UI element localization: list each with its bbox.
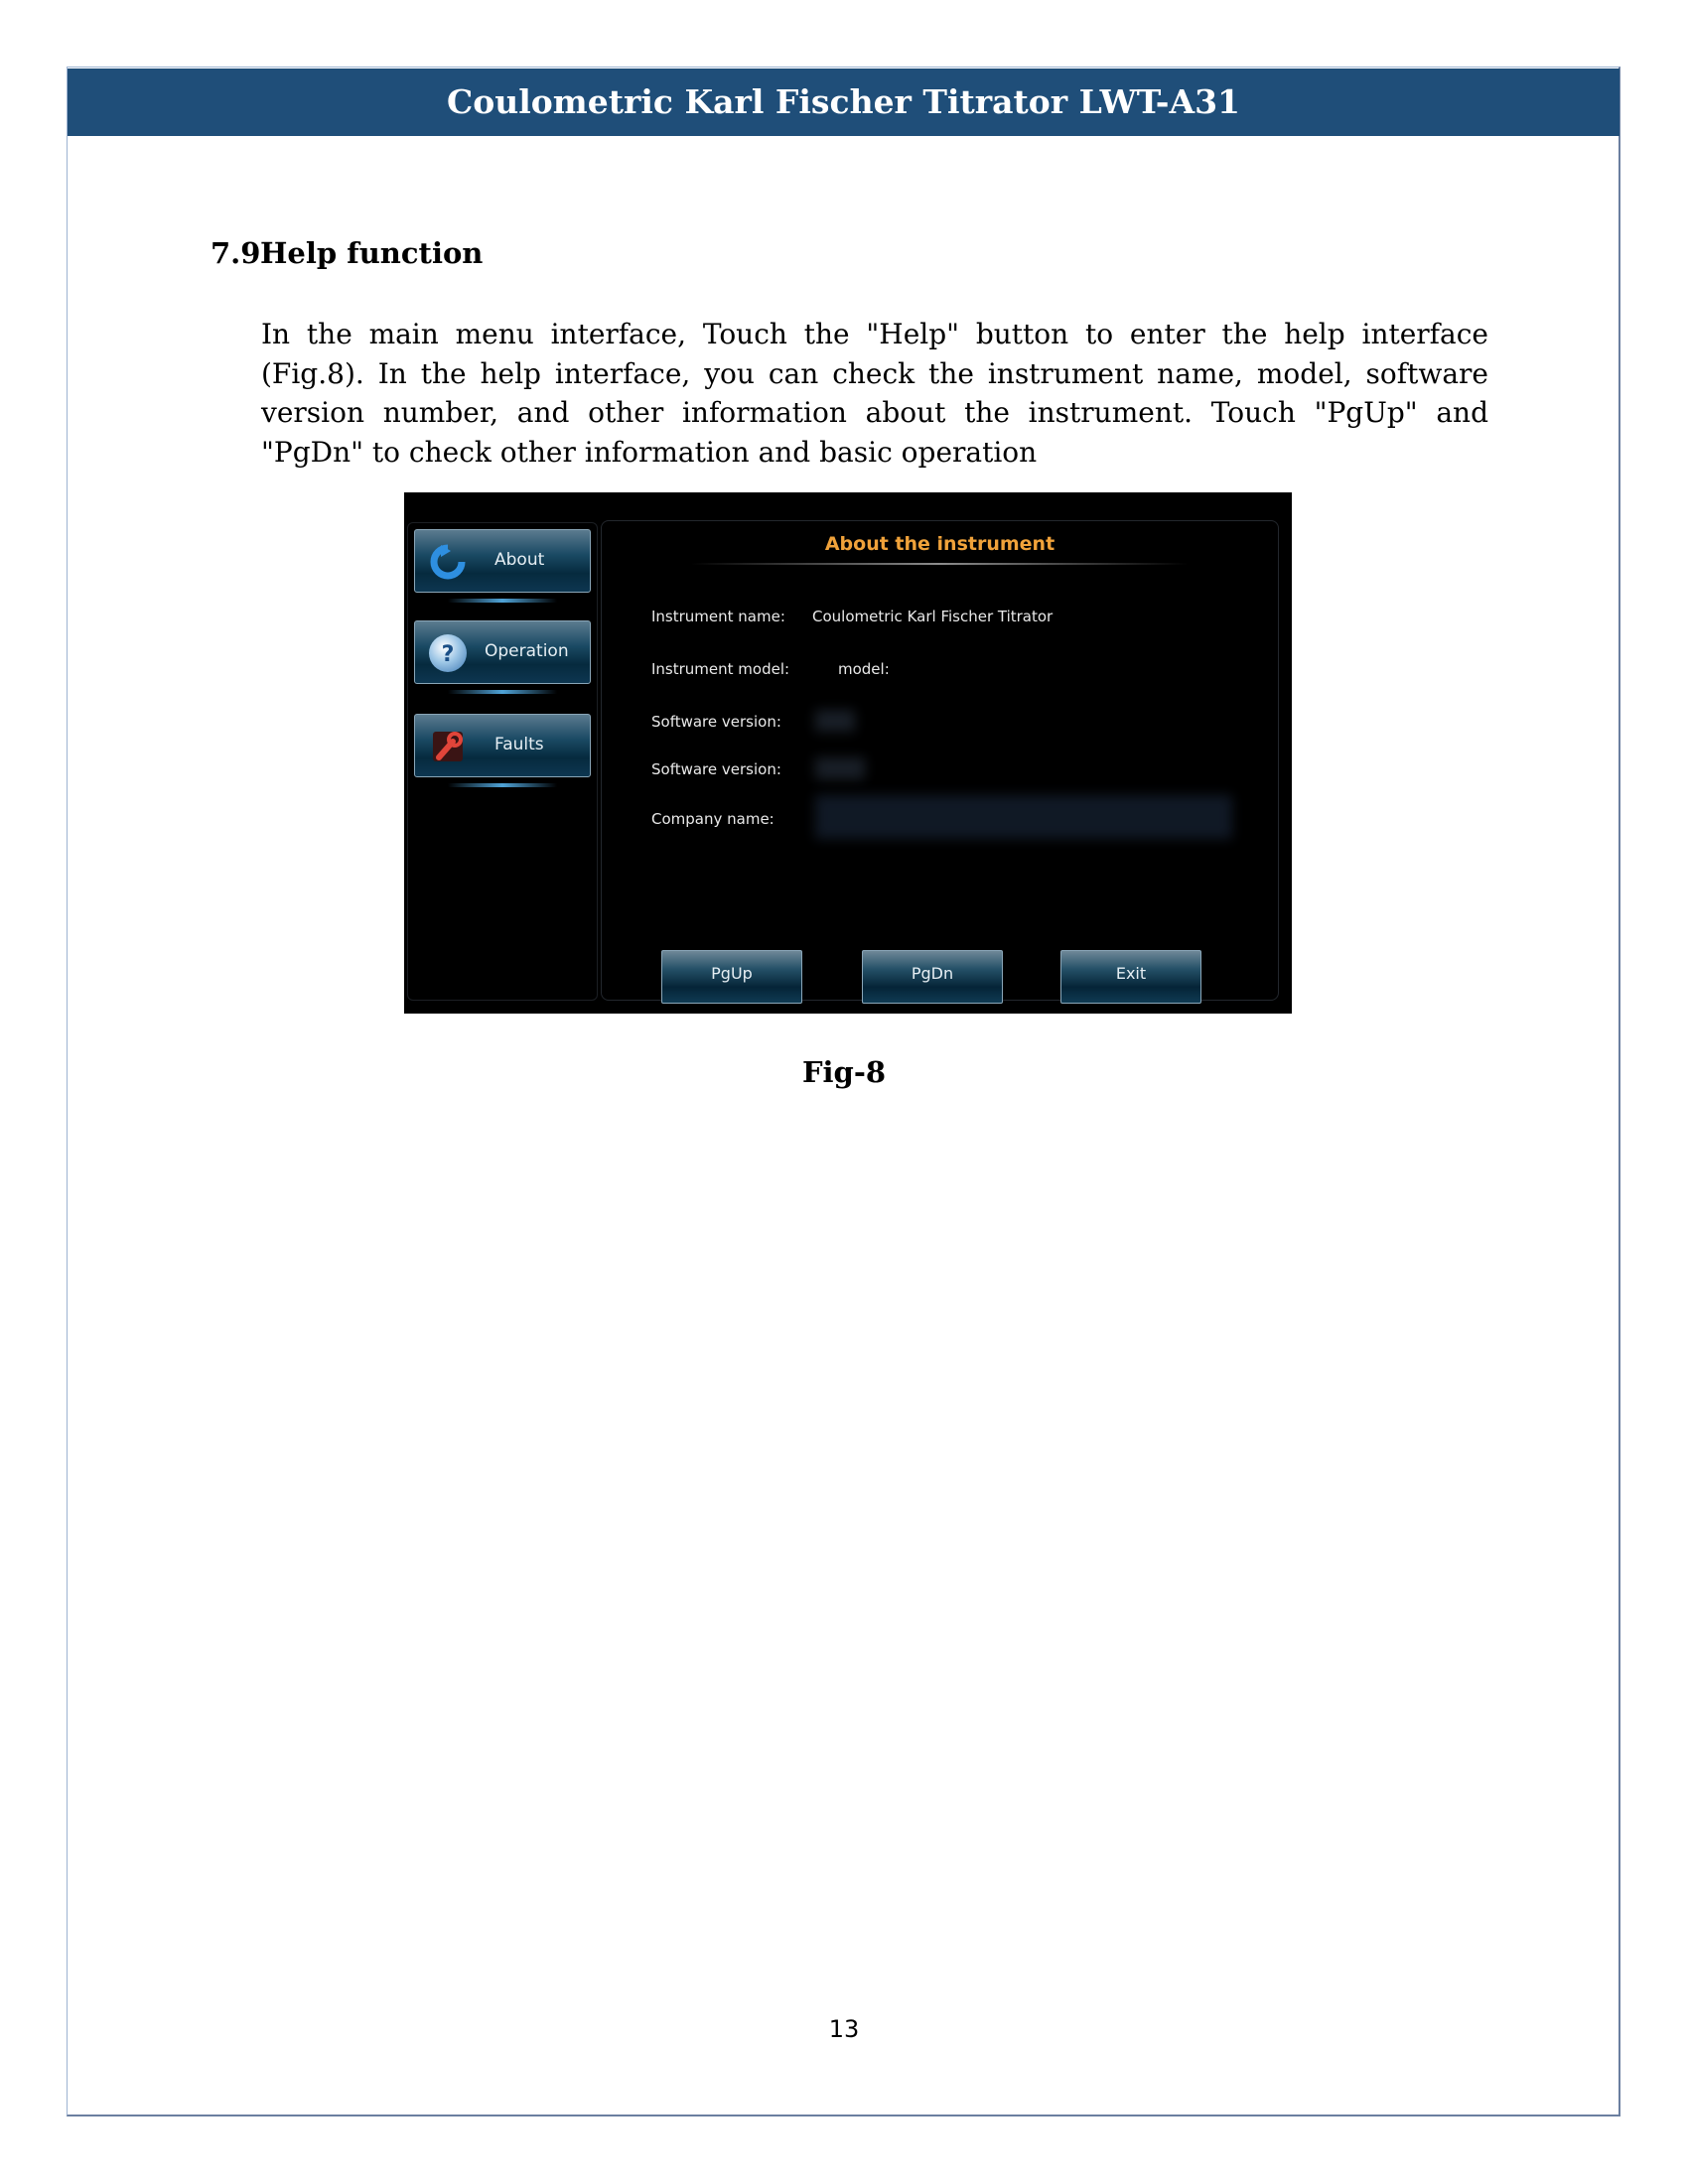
about-panel [601, 520, 1279, 1001]
section-number: 7.9 [211, 236, 261, 270]
company-name-label: Company name: [651, 810, 774, 828]
instrument-name-label: Instrument name: [651, 608, 785, 625]
software-version-label-2: Software version: [651, 760, 781, 778]
help-screen-figure [404, 492, 1292, 1014]
faults-button[interactable] [414, 714, 591, 777]
panel-title: About the instrument [824, 533, 1055, 555]
instrument-name-value: Coulometric Karl Fischer Titrator [812, 608, 1054, 625]
redacted-value [815, 757, 865, 779]
redacted-value [815, 795, 1232, 839]
glow-divider [448, 690, 557, 694]
section-heading [211, 236, 483, 270]
svg-text:?: ? [441, 642, 455, 667]
refresh-icon [429, 543, 467, 581]
help-sidebar [407, 522, 598, 1001]
question-icon [429, 634, 467, 672]
title-underline [691, 563, 1188, 565]
exit-button[interactable]: Exit [1060, 950, 1201, 1004]
about-button[interactable] [414, 529, 591, 593]
operation-button[interactable] [414, 620, 591, 684]
software-version-label: Software version: [651, 713, 781, 731]
instrument-model-value: model: [838, 660, 890, 678]
faults-label: Faults [494, 735, 544, 754]
pgdn-button[interactable]: PgDn [862, 950, 1003, 1004]
instrument-model-label: Instrument model: [651, 660, 790, 678]
operation-label: Operation [485, 641, 569, 661]
page-number: 13 [828, 2015, 860, 2043]
figure-caption: Fig-8 [801, 1055, 887, 1089]
glow-divider [448, 783, 557, 787]
body-paragraph: In the main menu interface, Touch the "Help" button to enter the help interface (Fig.8). In the help interface, you can check the instrument name, model, software version number, and other information about the instrument. Touch "PgUp" and "PgDn" to check other information and basic operation [261, 318, 1488, 469]
pgup-button[interactable]: PgUp [661, 950, 802, 1004]
wrench-icon [429, 728, 467, 765]
glow-divider [448, 599, 557, 603]
about-label: About [494, 550, 545, 570]
page-header: Coulometric Karl Fischer Titrator LWT-A31 [68, 68, 1619, 136]
section-title: Help function [260, 236, 484, 270]
redacted-value [815, 710, 855, 732]
